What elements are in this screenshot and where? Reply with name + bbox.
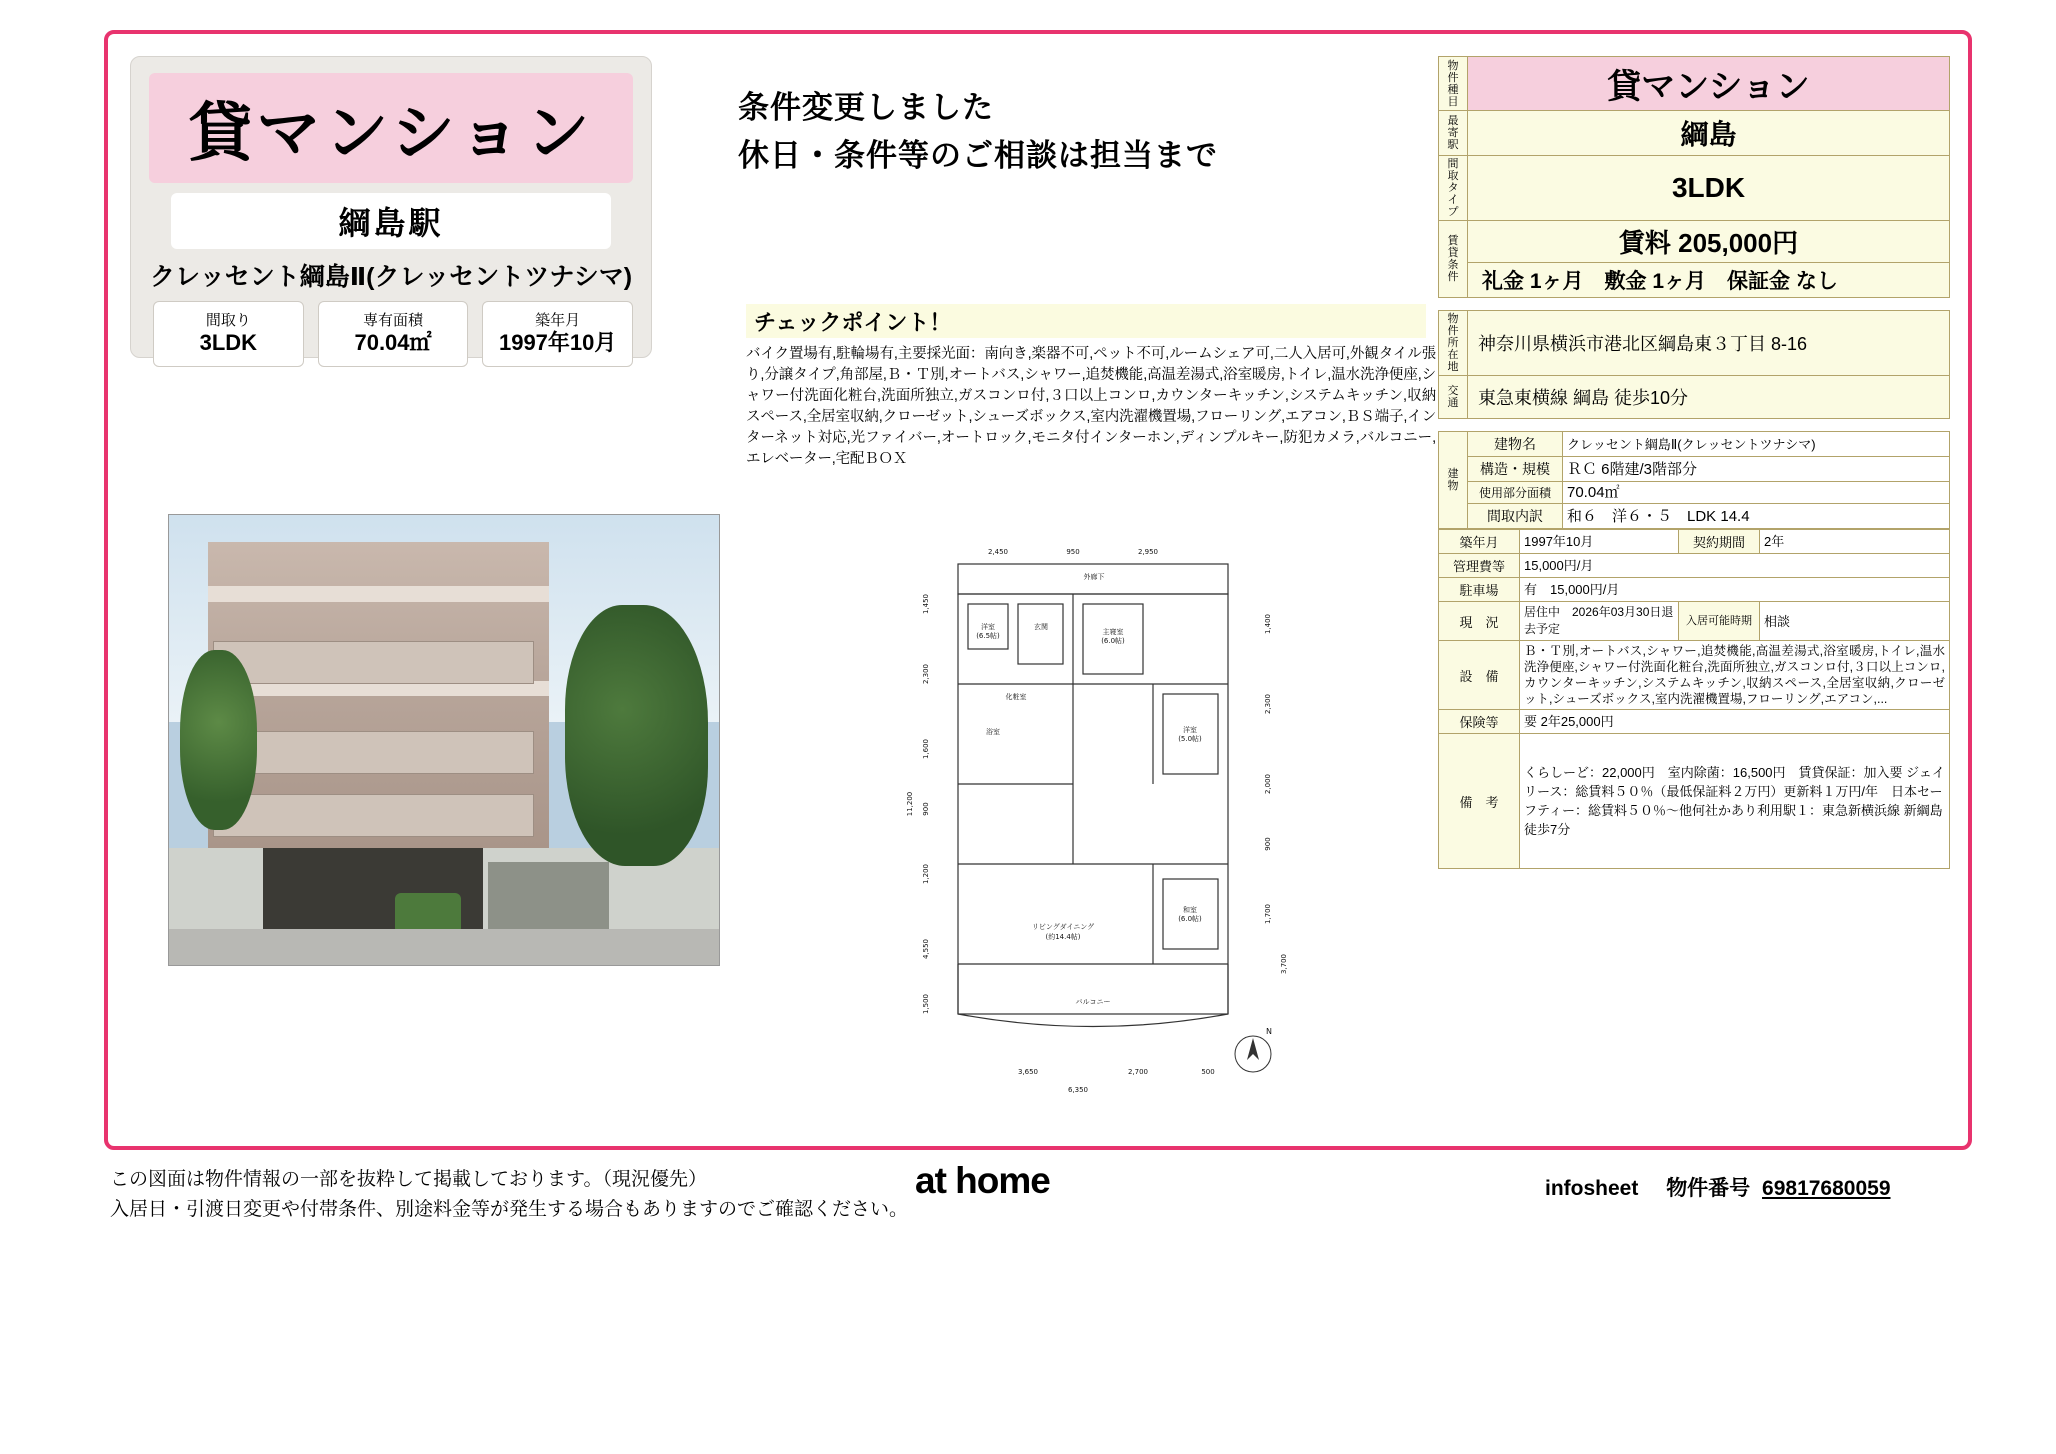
contract-period-value: 2年 — [1760, 530, 1950, 554]
station-label: 綱島駅 — [338, 205, 444, 241]
svg-text:6,350: 6,350 — [1067, 1086, 1089, 1094]
svg-text:1,500: 1,500 — [922, 993, 930, 1015]
row-label: 入居可能時期 — [1679, 602, 1760, 641]
svg-text:3,650: 3,650 — [1017, 1068, 1039, 1076]
property-no-value: 69817680059 — [1762, 1177, 1891, 1200]
footer-disclaimer — [110, 1165, 1010, 1225]
table-row — [1439, 156, 1950, 221]
svg-text:(5.0帖): (5.0帖) — [1178, 735, 1202, 743]
photo-road — [169, 929, 719, 965]
table-row — [1439, 710, 1950, 734]
checkpoint-title: チェックポイント！ — [746, 304, 1426, 338]
area-value: 70.04㎡ — [1563, 482, 1950, 504]
building-table — [1438, 431, 1950, 529]
row-head: 物件所在地 — [1439, 311, 1468, 376]
athome-logo: at home — [915, 1160, 1050, 1201]
table-row — [1439, 554, 1950, 578]
svg-text:900: 900 — [1264, 837, 1272, 851]
insurance-value: 要 2年25,000円 — [1520, 710, 1950, 734]
svg-text:2,450: 2,450 — [987, 548, 1009, 556]
table-row — [1439, 221, 1950, 263]
row-label: 契約期間 — [1679, 530, 1760, 554]
building-name: クレッセント綱島Ⅱ(クレッセントツナシマ) — [149, 263, 633, 291]
spec-layout-value: 3LDK — [199, 330, 258, 355]
promo-message — [738, 84, 1418, 180]
summary-table — [1438, 56, 1950, 298]
property-no-label: 物件番号 — [1666, 1177, 1751, 1200]
spec-area-value: 70.04㎡ — [354, 330, 432, 355]
table-row — [1439, 432, 1950, 457]
structure-value: ＲＣ 6階建/3階部分 — [1563, 457, 1950, 482]
svg-text:洋室: 洋室 — [1183, 726, 1197, 734]
svg-text:(6.0帖): (6.0帖) — [1178, 915, 1202, 923]
row-head: 交通 — [1439, 376, 1468, 419]
floor-plan — [898, 534, 1298, 1114]
table-row — [1439, 57, 1950, 111]
photo-balcony-3 — [213, 794, 534, 837]
building-name-value: クレッセント綱島Ⅱ(クレッセントツナシマ) — [1563, 432, 1950, 457]
svg-text:1,450: 1,450 — [922, 593, 930, 615]
svg-text:化粧室: 化粧室 — [1005, 693, 1027, 701]
table-row — [1439, 578, 1950, 602]
table-row — [1439, 311, 1950, 376]
table-row — [1439, 641, 1950, 710]
table-row — [1439, 504, 1950, 529]
svg-text:1,600: 1,600 — [922, 738, 930, 760]
row-label: 築年月 — [1439, 530, 1520, 554]
access-value: 東急東横線 綱島 徒歩10分 — [1468, 376, 1950, 419]
floor-plan-svg — [898, 534, 1298, 1114]
property-photo — [168, 514, 720, 966]
svg-text:主寝室: 主寝室 — [1102, 628, 1124, 636]
rent-value: 賃料 205,000円 — [1468, 221, 1950, 263]
promo-line-1: 条件変更しました — [738, 90, 994, 125]
property-category-value: 貸マンション — [1468, 57, 1950, 111]
svg-text:500: 500 — [1201, 1068, 1215, 1076]
disclaimer-line-1: この図面は物件情報の一部を抜粋して掲載しております。（現況優先） — [110, 1169, 707, 1190]
svg-text:1,700: 1,700 — [1264, 903, 1272, 925]
move-in-value: 相談 — [1760, 602, 1950, 641]
row-label: 間取内訳 — [1468, 504, 1563, 529]
table-row — [1439, 111, 1950, 156]
photo-entrance-hall — [488, 862, 609, 934]
svg-text:2,300: 2,300 — [1264, 693, 1272, 715]
nearest-station-value: 綱島 — [1468, 111, 1950, 156]
note-value: くらしーど：22,000円 室内除菌：16,500円 賃貸保証：加入要 ジェイリース：総賃料５０％（最低保証料２万円）更新料１万円/年 日本セーフティー：総賃料５０％〜他何社かあり利用駅１：東急新横浜線 新綱島 徒歩7分 — [1520, 734, 1950, 869]
svg-text:900: 900 — [922, 802, 930, 816]
row-label: 保険等 — [1439, 710, 1520, 734]
infosheet-label: infosheet — [1545, 1177, 1639, 1200]
spec-age — [482, 301, 633, 367]
photo-tree-left — [180, 650, 257, 830]
svg-text:950: 950 — [1066, 548, 1080, 556]
table-row — [1439, 602, 1950, 641]
row-label: 設 備 — [1439, 641, 1520, 710]
category-banner — [149, 73, 633, 183]
svg-text:(約14.4帖): (約14.4帖) — [1045, 933, 1081, 941]
status-value: 居住中 2026年03月30日退去予定 — [1520, 602, 1679, 641]
photo-tree-right — [565, 605, 708, 866]
header-block — [130, 56, 652, 358]
spec-age-label: 築年月 — [535, 312, 581, 329]
table-row — [1439, 734, 1950, 869]
spec-row — [153, 301, 633, 367]
management-fee-value: 15,000円/月 — [1520, 554, 1950, 578]
row-head: 建物 — [1439, 432, 1468, 529]
svg-text:リビングダイニング: リビングダイニング — [1031, 923, 1095, 931]
row-head: 賃貸条件 — [1439, 221, 1468, 298]
row-label: 備 考 — [1439, 734, 1520, 869]
spec-area — [318, 301, 469, 367]
photo-planter — [395, 893, 461, 934]
row-head: 間取タイプ — [1439, 156, 1468, 221]
row-label: 使用部分面積 — [1468, 482, 1563, 504]
row-label: 駐車場 — [1439, 578, 1520, 602]
table-row — [1439, 457, 1950, 482]
svg-text:3,700: 3,700 — [1280, 953, 1288, 975]
svg-text:和室: 和室 — [1183, 906, 1197, 914]
table-row — [1439, 263, 1950, 298]
svg-text:外廊下: 外廊下 — [1083, 573, 1105, 581]
row-label: 管理費等 — [1439, 554, 1520, 578]
rent-terms-value: 礼金 1ヶ月 敷金 1ヶ月 保証金 なし — [1468, 263, 1950, 298]
address-value: 神奈川県横浜市港北区綱島東３丁目 8-16 — [1468, 311, 1950, 376]
disclaimer-line-2: 入居日・引渡日変更や付帯条件、別途料金等が発生する場合もありますのでご確認ください。 — [110, 1199, 909, 1220]
row-label: 構造・規模 — [1468, 457, 1563, 482]
svg-text:バルコニー: バルコニー — [1075, 998, 1111, 1006]
svg-text:玄関: 玄関 — [1034, 623, 1048, 631]
svg-text:(6.5帖): (6.5帖) — [976, 632, 1000, 640]
equipment-value: Ｂ・Ｔ別,オートバス,シャワー,追焚機能,高温差湯式,浴室暖房,トイレ,温水洗浄便座,シャワー付洗面化粧台,洗面所独立,ガスコンロ付,３口以上コンロ,カウンターキッチン,システムキッチン,収納スペース,全居室収納,クローゼット,シューズボックス,室内洗濯機置場,フローリング,エアコン,... — [1520, 641, 1950, 710]
svg-text:2,300: 2,300 — [922, 663, 930, 685]
row-head: 物件種目 — [1439, 57, 1468, 111]
spec-area-label: 専有面積 — [363, 312, 424, 329]
table-row — [1439, 482, 1950, 504]
info-sheet — [104, 30, 1972, 1150]
photo-balcony-1 — [213, 641, 534, 684]
spec-layout-label: 間取り — [205, 312, 251, 329]
compass-icon — [1235, 1027, 1272, 1072]
layout-breakdown-value: 和６ 洋６・５ LDK 14.4 — [1563, 504, 1950, 529]
spec-layout — [153, 301, 304, 367]
conditions-table — [1438, 529, 1950, 869]
svg-text:2,000: 2,000 — [1264, 773, 1272, 795]
svg-text:浴室: 浴室 — [986, 728, 1000, 736]
footer-infosheet — [1545, 1172, 1891, 1202]
row-head: 最寄駅 — [1439, 111, 1468, 156]
svg-text:2,700: 2,700 — [1127, 1068, 1149, 1076]
photo-balcony-2 — [213, 731, 534, 774]
svg-text:1,400: 1,400 — [1264, 613, 1272, 635]
station-box — [171, 193, 611, 249]
svg-text:(6.0帖): (6.0帖) — [1101, 637, 1125, 645]
svg-text:洋室: 洋室 — [981, 623, 995, 631]
parking-value: 有 15,000円/月 — [1520, 578, 1950, 602]
promo-line-2: 休日・条件等のご相談は担当まで — [738, 138, 1218, 173]
category-label: 貸マンション — [188, 97, 594, 171]
svg-text:1,200: 1,200 — [922, 863, 930, 885]
checkpoint-body: バイク置場有,駐輪場有,主要採光面：南向き,楽器不可,ペット不可,ルームシェア可,二人入居可,外観タイル張り,分譲タイプ,角部屋,Ｂ・Ｔ別,オートバス,シャワー,追焚機能,高温差湯式,浴室暖房,トイレ,温水洗浄便座,シャワー付洗面化粧台,洗面所独立,ガスコンロ付,３口以上コンロ,カウンターキッチン,システムキッチン,収納スペース,全居室収納,クローゼット,シューズボックス,室内洗濯機置場,フローリング,エアコン,ＢＳ端子,インターネット対応,光ファイバー,オートロック,モニタ付インターホン,ディンプルキー,防犯カメラ,バルコニー,エレベーター,宅配ＢＯＸ — [746, 346, 1436, 467]
svg-text:4,550: 4,550 — [922, 938, 930, 960]
svg-text:2,950: 2,950 — [1137, 548, 1159, 556]
layout-type-value: 3LDK — [1468, 156, 1950, 221]
built-date-value: 1997年10月 — [1520, 530, 1679, 554]
detail-table — [1438, 56, 1950, 869]
row-label: 建物名 — [1468, 432, 1563, 457]
svg-text:11,200: 11,200 — [906, 791, 914, 817]
table-row — [1439, 376, 1950, 419]
table-row — [1439, 530, 1950, 554]
row-label: 現 況 — [1439, 602, 1520, 641]
location-table — [1438, 310, 1950, 419]
spec-age-value: 1997年10月 — [498, 330, 617, 355]
svg-text:N: N — [1266, 1027, 1272, 1036]
